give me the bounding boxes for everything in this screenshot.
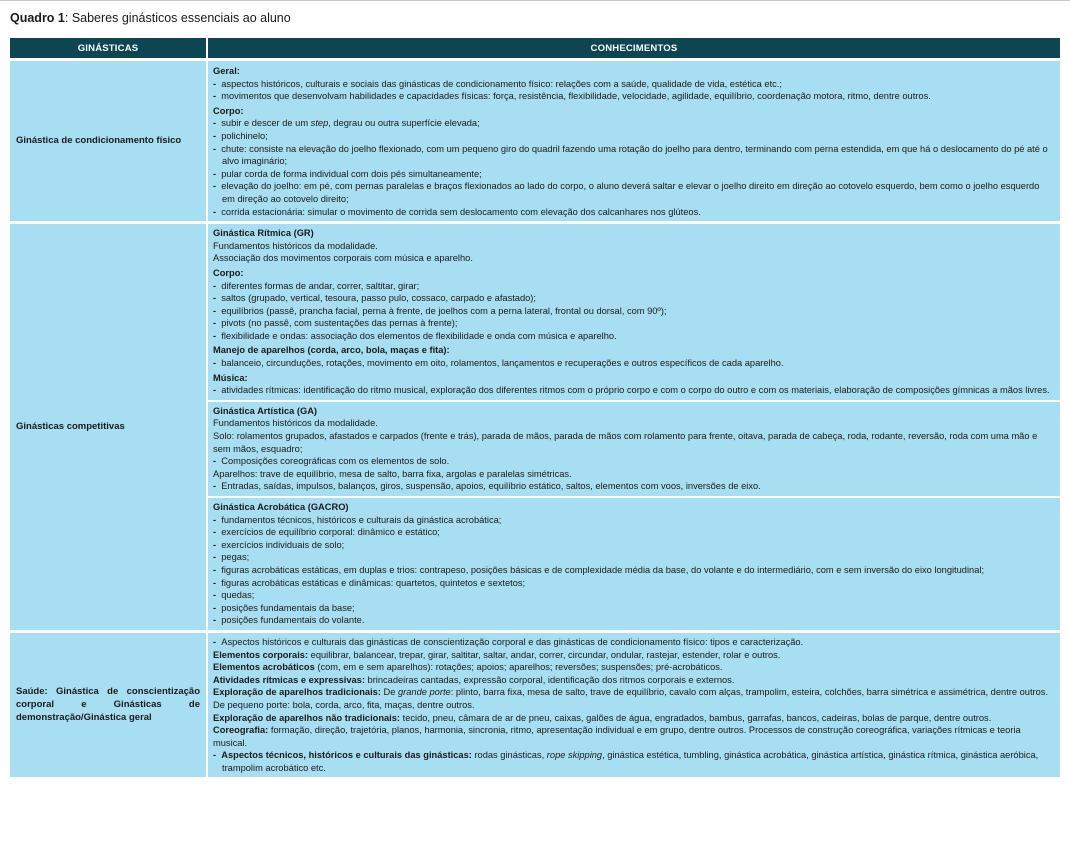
- ga-block: [208, 400, 1060, 496]
- list-item: - pegas;: [213, 551, 1054, 564]
- text-line: Associação dos movimentos corporais com música e aparelho.: [213, 253, 473, 264]
- list-item: - Composições coreográficas com os elementos de solo.: [213, 455, 1054, 468]
- text-line: Exploração de aparelhos tradicionais: De grande porte: plinto, barra fixa, mesa de salto, trave de equilíbrio, cavalo com alças, trampolim, esteira, colchões, barra simétrica e assimétrica, dentre outros. De pequeno porte: bola, corda, arco, fita, maças, dentre outros.: [213, 687, 1049, 710]
- list-item: - atividades rítmicas: identificação do ritmo musical, exploração dos diferentes ritmos com o próprio corpo e com o corpo do outro e com os materiais, elaboração de composições gímnicas a mãos livres.: [213, 384, 1054, 397]
- row-label-competitivas: Ginásticas competitivas: [10, 221, 208, 630]
- list-item: - subir e descer de um step, degrau ou outra superfície elevada;: [213, 117, 1054, 130]
- text-line: Elementos corporais: equilibrar, balancear, trepar, girar, saltitar, saltar, andar, correr, circundar, ondular, rastejar, estender, rolar e outros.: [213, 649, 781, 660]
- list-item: - chute: consiste na elevação do joelho flexionado, com um pequeno giro do quadril fazendo uma rotação do joelho para dentro, terminando com perna estendida, em que há o deslocamento do pé até o alvo imaginário;: [213, 143, 1054, 168]
- row-label-condicionamento: Ginástica de condicionamento físico: [10, 58, 208, 221]
- gacro-block: [208, 496, 1060, 630]
- gr-block: [208, 224, 1060, 400]
- gacro-title: Ginástica Acrobática (GACRO): [213, 502, 349, 512]
- text-line: Exploração de aparelhos não tradicionais: tecido, pneu, câmara de ar de pneu, caixas, galões de água, engradados, bambus, garrafas, bancos, cadeiras, bolas de parque, dentre outros.: [213, 712, 992, 723]
- text-line: Solo: rolamentos grupados, afastados e carpados (frente e trás), parada de mãos, parada de mãos com rolamento para frente, oitava, parada de cabeça, roda, rodante, reversão, roda com uma mão e sem mãos, esquadro;: [213, 431, 1038, 454]
- table-row: [10, 58, 1060, 221]
- gr-title: Ginástica Rítmica (GR): [213, 228, 314, 239]
- list-item: - figuras acrobáticas estáticas, em duplas e trios: contrapeso, posições básicas e de complexidade média da base, do volante e do intermediário, com e sem inversão do eixo longitudinal;: [213, 564, 1054, 577]
- list-item: - equilíbrios (passê, prancha facial, perna à frente, de joelhos com a perna lateral, frontal ou dorsal, com 90º);: [213, 305, 1054, 318]
- table-row: [10, 221, 1060, 630]
- list-item: - fundamentos técnicos, históricos e culturais da ginástica acrobática;: [213, 514, 1054, 527]
- header-ginasticas: GINÁSTICAS: [10, 38, 208, 58]
- list-item: - exercícios individuais de solo;: [213, 539, 1054, 552]
- row-content-saude: [208, 630, 1060, 778]
- list-item: - quedas;: [213, 589, 1054, 602]
- table-row: [10, 630, 1060, 778]
- list-item: - posições fundamentais da base;: [213, 602, 1054, 615]
- saberes-table: [10, 38, 1060, 777]
- list-item: - flexibilidade e ondas: associação dos elementos de flexibilidade e onda com música e aparelho.: [213, 330, 1054, 343]
- list-item: - balanceio, circunduções, rotações, movimento em oito, rolamentos, lançamentos e recuperações e outros específicos de cada aparelho.: [213, 357, 1054, 370]
- section-title: Corpo:: [213, 267, 244, 278]
- list-item: - pular corda de forma individual com dois pés simultaneamente;: [213, 168, 1054, 181]
- text-line: Fundamentos históricos da modalidade.: [213, 240, 378, 251]
- section-title: Corpo:: [213, 105, 244, 116]
- ga-title: Ginástica Artística (GA): [213, 405, 318, 416]
- section-title: Manejo de aparelhos (corda, arco, bola, maças e fita):: [213, 345, 450, 356]
- text-line: Elementos acrobáticos (com, em e sem aparelhos): rotações; apoios; aparelhos; reversões; suspensões; pré-acrobáticos.: [213, 662, 723, 673]
- text-line: Fundamentos históricos da modalidade.: [213, 418, 378, 429]
- header-conhecimentos: CONHECIMENTOS: [208, 38, 1060, 58]
- list-item: - corrida estacionária: simular o movimento de corrida sem deslocamento com elevação dos calcanhares nos glúteos.: [213, 206, 1054, 219]
- row-content-competitivas: [208, 221, 1060, 630]
- list-item: - movimentos que desenvolvam habilidades e capacidades físicas: força, resistência, flexibilidade, velocidade, agilidade, equilíbrio, coordenação motora, ritmo, dentre outros.: [213, 90, 1054, 103]
- list-item: - aspectos históricos, culturais e sociais das ginásticas de condicionamento físico: relações com a saúde, qualidade de vida, estética etc.;: [213, 78, 1054, 91]
- section-title: Geral:: [213, 66, 240, 76]
- list-item: - figuras acrobáticas estáticas e dinâmicas: quartetos, quintetos e sextetos;: [213, 577, 1054, 590]
- list-item: - polichinelo;: [213, 130, 1054, 143]
- list-item: - posições fundamentais do volante.: [213, 614, 1054, 627]
- list-item: - Entradas, saídas, impulsos, balanços, giros, suspensão, apoios, equilíbrio estático, saltos, elementos com voos, inversões de eixo.: [213, 480, 1054, 493]
- text-line: Atividades rítmicas e expressivas: brincadeiras cantadas, expressão corporal, identificação dos ritmos corporais e externos.: [213, 674, 735, 685]
- list-item: - saltos (grupado, vertical, tesoura, passo pulo, cossaco, carpado e afastado);: [213, 292, 1054, 305]
- list-item: - Aspectos históricos e culturais das ginásticas de conscientização corporal e das ginásticas de condicionamento físico: tipos e caracterização.: [213, 636, 1054, 649]
- row-label-saude: Saúde: Ginástica de conscientização corporal e Ginásticas de demonstração/Ginástica geral: [10, 630, 208, 778]
- table-caption: [10, 11, 291, 26]
- list-item: - diferentes formas de andar, correr, saltitar, girar;: [213, 280, 1054, 293]
- row-content-condicionamento: [208, 58, 1060, 221]
- caption-label: Quadro 1: [10, 11, 65, 25]
- text-line: Aparelhos: trave de equilíbrio, mesa de salto, barra fixa, argolas e paralelas simétricas.: [213, 468, 572, 479]
- list-item: - exercícios de equilíbrio corporal: dinâmico e estático;: [213, 526, 1054, 539]
- caption-text: : Saberes ginásticos essenciais ao aluno: [64, 11, 291, 25]
- list-item: - pivots (no passê, com sustentações das pernas à frente);: [213, 317, 1054, 330]
- list-item: - Aspectos técnicos, históricos e culturais das ginásticas: rodas ginásticas, rope skipping, ginástica estética, tumbling, ginástica acrobática, ginástica artística, ginástica rítmica, ginástica aeróbica, trampolim acrobático etc.: [213, 749, 1054, 774]
- top-rule: [0, 0, 1070, 1]
- text-line: Coreografia: formação, direção, trajetória, planos, harmonia, sincronia, ritmo, apresentação individual e em grupo, dentre outros. Processos de construção coreográfica, variações rítmicas e teoria musical.: [213, 725, 1021, 748]
- list-item: - elevação do joelho: em pé, com pernas paralelas e braços flexionados ao lado do corpo, o aluno deverá saltar e elevar o joelho direito em direção ao cotovelo esquerdo, bem como o joelho esquerdo em direção ao cotovelo direito;: [213, 180, 1054, 205]
- section-title: Música:: [213, 372, 248, 383]
